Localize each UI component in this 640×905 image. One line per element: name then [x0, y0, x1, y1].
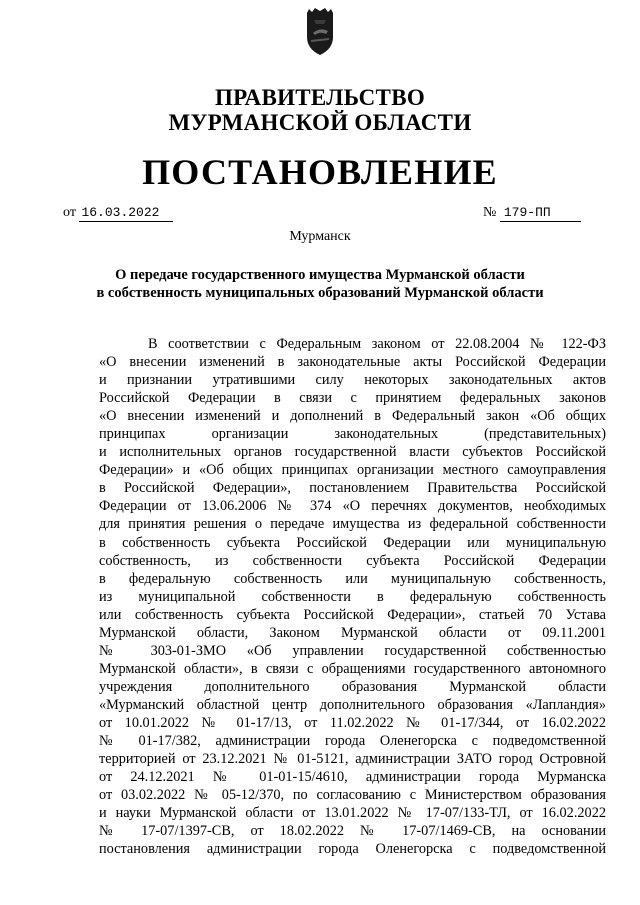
document-subject: [0, 266, 640, 302]
body-line: и исполнительных органов государственной власти субъектов Российской: [99, 444, 606, 461]
body-line: принципах организации законодательных (представительных): [99, 426, 606, 443]
subject-line: О передаче государственного имущества Мурманской области: [115, 267, 525, 283]
body-line: в Российской Федерации», постановлением Правительства Российской: [99, 480, 606, 497]
body-line: собственность, из собственности субъекта Российской Федерации: [99, 552, 606, 569]
coat-of-arms-icon: [289, 7, 351, 57]
city-name: Мурманск: [289, 229, 351, 244]
body-line: № 303-01-ЗМО «Об управлении государственной собственностью: [99, 642, 606, 659]
body-line: В соответствии с Федеральным законом от 22.08.2004 № 122-ФЗ: [148, 336, 606, 352]
document-date-row: [63, 205, 173, 222]
document-type-title: ПОСТАНОВЛЕНИЕ: [142, 152, 498, 192]
document-number-row: [483, 205, 581, 222]
document-number: 179-ПП: [500, 205, 581, 222]
body-line: Российской Федерации в связи с принятием федеральных законов: [99, 390, 606, 407]
body-line: от 10.01.2022 № 01-17/13, от 11.02.2022 № 01-17/344, от 16.02.2022: [99, 714, 606, 731]
body-line: Мурманской области, Законом Мурманской области от 09.11.2001: [99, 624, 606, 641]
body-line: постановления администрации города Оленегорска с подведомственной: [99, 841, 606, 858]
body-line: Федерации» и «Об общих принципах организации местного самоуправления: [99, 462, 606, 479]
number-prefix: №: [483, 205, 497, 220]
body-line: № 17-07/1397-СВ, от 18.02.2022 № 17-07/1469-СВ, на основании: [99, 823, 606, 840]
body-line: учреждения дополнительного образования Мурманской области: [99, 678, 606, 695]
document-body: [99, 335, 606, 858]
document-date: 16.03.2022: [79, 205, 173, 222]
body-line: или собственность субъекта Российской Федерации», статьей 70 Устава: [99, 606, 606, 623]
subject-line: в собственность муниципальных образований Мурманской области: [96, 285, 544, 301]
body-line: № 01-17/382, администрации города Оленегорска с подведомственной: [99, 733, 606, 750]
body-line: от 03.02.2022 № 05-12/370, по согласованию с Министерством образования: [99, 787, 606, 804]
body-line: в собственность субъекта Российской Федерации или муниципальную: [99, 534, 606, 551]
body-line: «О внесении изменений в законодательные акты Российской Федерации: [99, 354, 606, 371]
body-line: и науки Мурманской области от 13.01.2022 № 17-07/133-ТЛ, от 16.02.2022: [99, 805, 606, 822]
body-line: «О внесении изменений и дополнений в Федеральный закон «Об общих: [99, 408, 606, 425]
body-line: в федеральную собственность или муниципальную собственность,: [99, 570, 606, 587]
body-line: из муниципальной собственности в федеральную собственность: [99, 588, 606, 605]
body-line: «Мурманский областной центр дополнительного образования «Лапландия»: [99, 696, 606, 713]
body-line: Федерации от 13.06.2006 № 374 «О перечнях документов, необходимых: [99, 498, 606, 515]
body-line: Мурманской области», в связи с обращениями государственного автономного: [99, 660, 606, 677]
date-prefix: от: [63, 205, 76, 220]
body-line: от 24.12.2021 № 01-01-15/4610, администрации города Мурманска: [99, 769, 606, 786]
government-name-line1: ПРАВИТЕЛЬСТВО: [214, 85, 426, 110]
body-line: территорией от 23.12.2021 № 01-5121, администрации ЗАТО город Островной: [99, 751, 606, 768]
government-name-line2: МУРМАНСКОЙ ОБЛАСТИ: [168, 110, 472, 135]
body-line: для принятия решения о передаче имущества из федеральной собственности: [99, 516, 606, 533]
body-line: и признании утратившими силу некоторых законодательных актов: [99, 372, 606, 389]
